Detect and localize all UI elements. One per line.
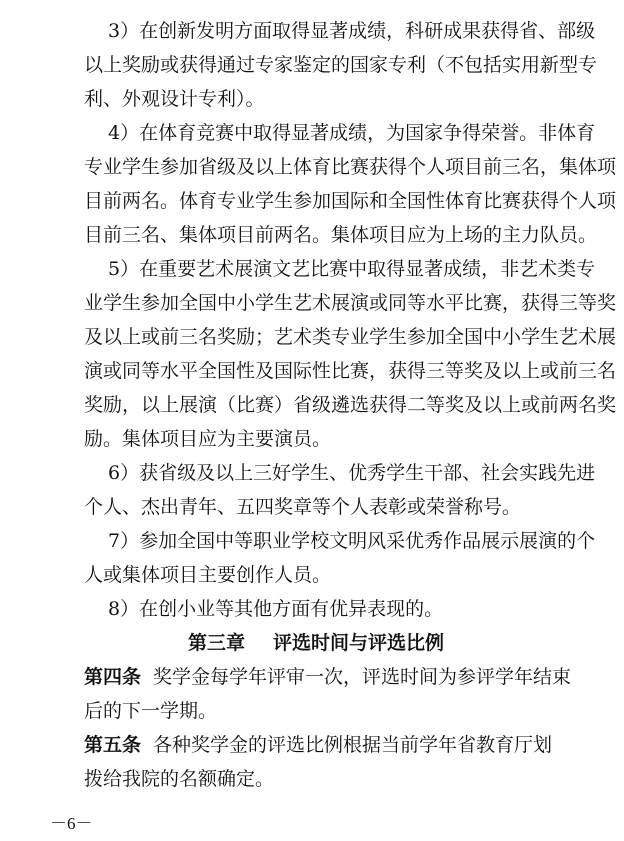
- paragraph-line: 人或集体项目主要创作人员。: [84, 564, 332, 586]
- paragraph-line: 4）在体育竞赛中取得显著成绩，为国家争得荣誉。非体育: [108, 122, 596, 144]
- paragraph-line: 励。集体项目应为主要演员。: [84, 428, 332, 450]
- paragraph-line: 奖励，以上展演（比赛）省级遴选获得二等奖及以上或前两名奖: [84, 394, 617, 416]
- article-four: [84, 660, 584, 694]
- article-four-label: 第四条: [84, 666, 142, 688]
- paragraph-line: 目前两名。体育专业学生参加国际和全国性体育比赛获得个人项: [84, 190, 617, 212]
- article-four-text: 奖学金每学年评审一次，评选时间为参评学年结束: [153, 666, 572, 688]
- paragraph-line: 6）获省级及以上三好学生、优秀学生干部、社会实践先进: [108, 462, 596, 484]
- article-four-continuation: 后的下一学期。: [84, 700, 218, 722]
- paragraph-line: 利、外观设计专利）。: [84, 88, 265, 110]
- paragraph-line: 个人、杰出青年、五四奖章等个人表彰或荣誉称号。: [84, 496, 522, 518]
- article-five-text: 各种奖学金的评选比例根据当前学年省教育厅划: [153, 734, 553, 756]
- chapter-label: 第三章: [188, 632, 246, 654]
- paragraph-line: 目前三名、集体项目前两名。集体项目应为上场的主力队员。: [84, 224, 598, 246]
- paragraph-line: 业学生参加全国中小学生艺术展演或同等水平比赛，获得三等奖: [84, 292, 617, 314]
- article-five-label: 第五条: [84, 734, 142, 756]
- article-five-continuation: 拨给我院的名额确定。: [84, 768, 275, 790]
- paragraph-line: 7）参加全国中等职业学校文明风采优秀作品展示展演的个: [108, 530, 596, 552]
- chapter-heading: [188, 626, 624, 660]
- paragraph-line: 5）在重要艺术展演文艺比赛中取得显著成绩，非艺术类专: [108, 258, 596, 280]
- paragraph-line: 演或同等水平全国性及国际性比赛，获得三等奖及以上或前三名: [84, 360, 617, 382]
- paragraph-line: 8）在创小业等其他方面有优异表现的。: [108, 598, 444, 620]
- page-number: －6－: [50, 814, 93, 833]
- paragraph-line: 3）在创新发明方面取得显著成绩，科研成果获得省、部级: [108, 20, 596, 42]
- paragraph-line: 以上奖励或获得通过专家鉴定的国家专利（不包括实用新型专: [84, 54, 598, 76]
- article-five: [84, 728, 584, 762]
- chapter-title: 评选时间与评选比例: [273, 632, 445, 654]
- paragraph-line: 专业学生参加省级及以上体育比赛获得个人项目前三名，集体项: [84, 156, 617, 178]
- paragraph-line: 及以上或前三名奖励；艺术类专业学生参加全国中小学生艺术展: [84, 326, 617, 348]
